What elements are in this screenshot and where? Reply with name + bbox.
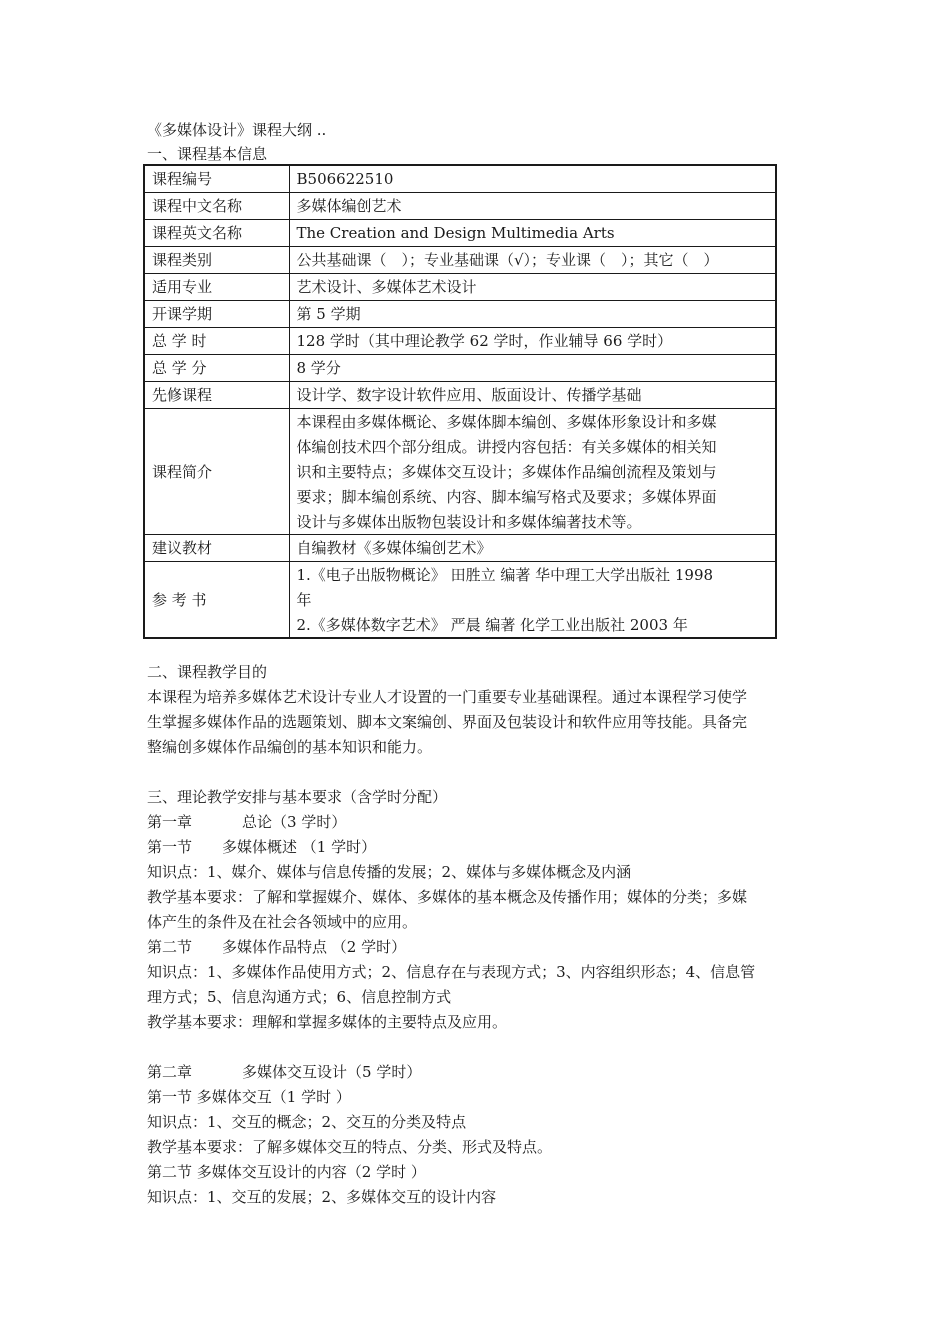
intro-line: 体编创技术四个部分组成。讲授内容包括：有关多媒体的相关知 xyxy=(296,438,717,456)
section2-heading: 二、课程教学目的 xyxy=(147,663,268,681)
ch1-section1-title: 多媒体概述 （1 学时） xyxy=(222,838,377,856)
table-row xyxy=(144,274,776,301)
ch2-section1-points: 知识点：1、交互的概念；2、交互的分类及特点 xyxy=(147,1113,467,1131)
row-label: 总 学 时 xyxy=(144,328,289,355)
ch2-section2-points: 知识点：1、交互的发展；2、多媒体交互的设计内容 xyxy=(147,1188,497,1206)
table-row-intro xyxy=(144,409,776,535)
ch1-section2-points: 理方式；5、信息沟通方式；6、信息控制方式 xyxy=(147,988,452,1006)
document-title: 《多媒体设计》课程大纲 .. xyxy=(147,121,327,139)
table-row xyxy=(144,328,776,355)
ch1-section1-label: 第一节 xyxy=(147,838,193,856)
intro-label: 课程简介 xyxy=(144,409,289,535)
chapter1-title: 总论（3 学时） xyxy=(242,813,347,831)
row-value: The Creation and Design Multimedia Arts xyxy=(289,220,776,247)
chapter2-label: 第二章 xyxy=(147,1063,193,1081)
section2 xyxy=(147,660,812,760)
row-label: 先修课程 xyxy=(144,382,289,409)
textbook-label: 建议教材 xyxy=(144,535,289,562)
reference-line: 年 xyxy=(296,591,312,609)
section3 xyxy=(147,785,812,1210)
intro-line: 识和主要特点；多媒体交互设计；多媒体作品编创流程及策划与 xyxy=(296,463,717,481)
chapter1-label: 第一章 xyxy=(147,813,193,831)
table-row-references xyxy=(144,562,776,639)
table-row xyxy=(144,193,776,220)
textbook-value: 自编教材《多媒体编创艺术》 xyxy=(289,535,776,562)
section3-heading: 三、理论教学安排与基本要求（含学时分配） xyxy=(147,788,448,806)
blank-line xyxy=(147,1035,812,1060)
row-value: 设计学、数字设计软件应用、版面设计、传播学基础 xyxy=(289,382,776,409)
ch1-section2-requirement: 教学基本要求：理解和掌握多媒体的主要特点及应用。 xyxy=(147,1013,508,1031)
chapter2-title: 多媒体交互设计（5 学时） xyxy=(242,1063,422,1081)
row-value: 公共基础课（ ）；专业基础课（√）；专业课（ ）；其它（ ） xyxy=(289,247,776,274)
chapter1-heading xyxy=(147,810,812,835)
table-row xyxy=(144,220,776,247)
reference-line: 1.《电子出版物概论》 田胜立 编著 华中理工大学出版社 1998 xyxy=(296,566,714,584)
section2-line: 整编创多媒体作品编创的基本知识和能力。 xyxy=(147,738,433,756)
row-label: 开课学期 xyxy=(144,301,289,328)
ch2-section2-heading: 第二节 多媒体交互设计的内容（2 学时 ） xyxy=(147,1163,426,1181)
references-value xyxy=(289,562,776,639)
intro-value xyxy=(289,409,776,535)
row-label: 课程编号 xyxy=(144,165,289,193)
section2-line: 生掌握多媒体作品的选题策划、脚本文案编创、界面及包装设计和软件应用等技能。具备完 xyxy=(147,713,748,731)
ch2-section1-heading: 第一节 多媒体交互（1 学时 ） xyxy=(147,1088,351,1106)
ch1-section1-points: 知识点：1、媒介、媒体与信息传播的发展；2、媒体与多媒体概念及内涵 xyxy=(147,863,632,881)
ch1-section2-title: 多媒体作品特点 （2 学时） xyxy=(222,938,407,956)
intro-line: 本课程由多媒体概论、多媒体脚本编创、多媒体形象设计和多媒 xyxy=(296,413,717,431)
course-info-table xyxy=(143,164,777,639)
row-label: 课程类别 xyxy=(144,247,289,274)
reference-line: 2.《多媒体数字艺术》 严晨 编著 化学工业出版社 2003 年 xyxy=(296,616,688,634)
section1-heading: 一、课程基本信息 xyxy=(147,145,268,163)
ch2-section1-requirement: 教学基本要求：了解多媒体交互的特点、分类、形式及特点。 xyxy=(147,1138,553,1156)
row-label: 总 学 分 xyxy=(144,355,289,382)
ch1-section2-label: 第二节 xyxy=(147,938,193,956)
row-value: B506622510 xyxy=(289,165,776,193)
ch1-section1-heading xyxy=(147,835,812,860)
ch1-section2-points: 知识点：1、多媒体作品使用方式；2、信息存在与表现方式；3、内容组织形态；4、信息管 xyxy=(147,963,756,981)
table-row xyxy=(144,165,776,193)
references-label: 参 考 书 xyxy=(144,562,289,639)
table-row xyxy=(144,301,776,328)
ch1-section2-heading xyxy=(147,935,812,960)
row-value: 128 学时（其中理论教学 62 学时，作业辅导 66 学时） xyxy=(289,328,776,355)
section2-line: 本课程为培养多媒体艺术设计专业人才设置的一门重要专业基础课程。通过本课程学习使学 xyxy=(147,688,748,706)
row-label: 课程中文名称 xyxy=(144,193,289,220)
ch1-section1-requirement: 教学基本要求：了解和掌握媒介、媒体、多媒体的基本概念及传播作用；媒体的分类；多媒 xyxy=(147,888,748,906)
table-row-textbook xyxy=(144,535,776,562)
row-value: 8 学分 xyxy=(289,355,776,382)
row-label: 适用专业 xyxy=(144,274,289,301)
intro-line: 设计与多媒体出版物包装设计和多媒体编著技术等。 xyxy=(296,513,642,531)
intro-line: 要求；脚本编创系统、内容、脚本编写格式及要求；多媒体界面 xyxy=(296,488,717,506)
row-value: 艺术设计、多媒体艺术设计 xyxy=(289,274,776,301)
table-row xyxy=(144,382,776,409)
row-value: 第 5 学期 xyxy=(289,301,776,328)
ch1-section1-requirement: 体产生的条件及在社会各领域中的应用。 xyxy=(147,913,418,931)
chapter2-heading xyxy=(147,1060,812,1085)
row-label: 课程英文名称 xyxy=(144,220,289,247)
table-row xyxy=(144,247,776,274)
row-value: 多媒体编创艺术 xyxy=(289,193,776,220)
table-row xyxy=(144,355,776,382)
